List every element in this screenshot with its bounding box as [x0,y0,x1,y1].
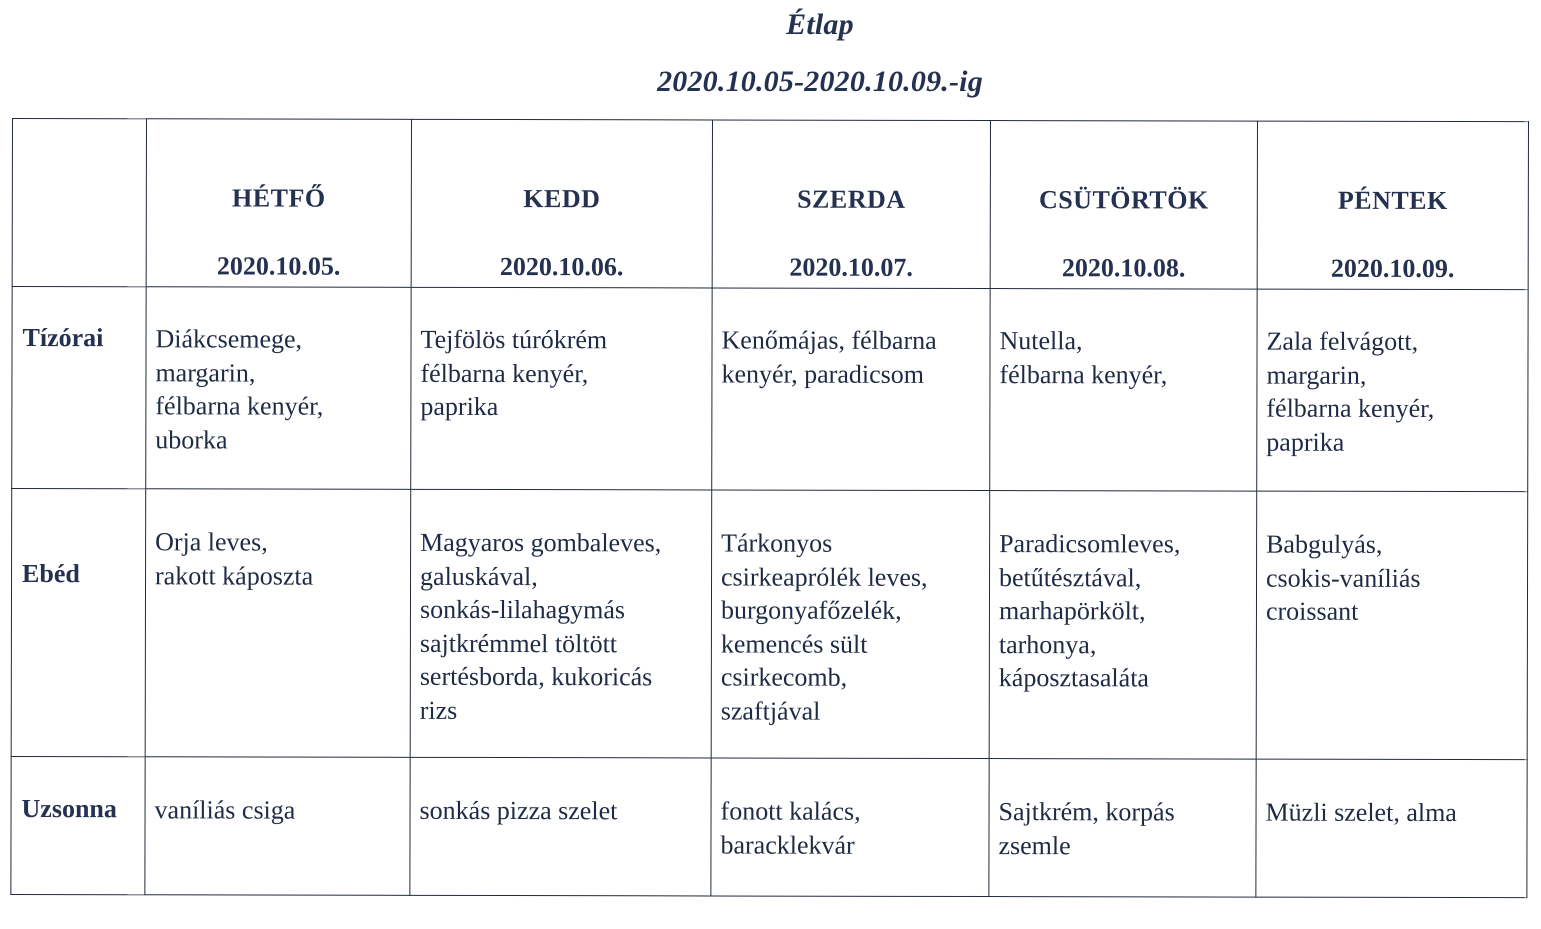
meal-row-ebed [11,489,1528,760]
meal-row-uzsonna [11,756,1527,897]
menu-cell: Orja leves, rakott káposzta [145,489,411,758]
menu-cell: Zala felvágott, margarin, félbarna kenyér, paprika [1257,289,1528,492]
menu-cell: Paradicsomleves, betűtésztával, marhapörkölt, tarhonya, káposztasaláta [989,491,1257,760]
day-date: 2020.10.09. [1330,253,1455,284]
day-date: 2020.10.06. [499,252,624,282]
menu-cell: Magyaros gombaleves, galuskával, sonkás-lilahagymás sajtkrémmel töltött sertésborda, kukoricás rizs [410,489,712,758]
menu-cell: Babgulyás, csokis-vaníliás croissant [1256,491,1528,760]
page-title: Étlap [786,8,854,41]
day-header-friday [1257,121,1528,290]
day-header-tuesday [411,119,712,288]
menu-cell: Tejfölös túrókrém félbarna kenyér, paprika [411,287,712,490]
day-name: CSÜTÖRTÖK [1038,185,1209,215]
day-header-monday [146,119,411,288]
menu-cell: Tárkonyos csirkeaprólék leves, burgonyafőzelék, kemencés sült csirkecomb, szaftjával [711,490,990,759]
day-name: KEDD [523,184,601,214]
menu-cell: vaníliás csiga [145,757,410,896]
day-header-row [12,119,1528,290]
menu-cell: Kenőmájas, félbarna kenyér, paradicsom [712,288,990,491]
day-header-thursday [990,121,1257,290]
day-name: SZERDA [797,184,906,214]
menu-cell: Diákcsemege, margarin, félbarna kenyér, uborka [146,287,411,490]
corner-cell [12,119,146,287]
menu-cell: Nutella, félbarna kenyér, [990,289,1257,492]
day-date: 2020.10.05. [216,251,341,281]
meal-row-tizorai [12,287,1528,492]
day-date: 2020.10.07. [789,252,913,282]
menu-cell: sonkás pizza szelet [410,757,711,896]
menu-cell: Müzli szelet, alma [1256,759,1527,898]
menu-cell: Sajtkrém, korpás zsemle [989,759,1256,898]
day-date: 2020.10.08. [1061,253,1186,283]
meal-label: Ebéd [11,489,146,757]
day-name: PÉNTEK [1337,185,1448,216]
menu-table [10,118,1529,898]
meal-label: Uzsonna [11,756,145,894]
day-header-wednesday [712,120,990,289]
day-name: HÉTFŐ [232,183,326,213]
meal-label: Tízórai [12,287,146,489]
menu-cell: fonott kalács, baracklekvár [711,758,989,897]
date-range: 2020.10.05-2020.10.09.-ig [657,65,983,98]
